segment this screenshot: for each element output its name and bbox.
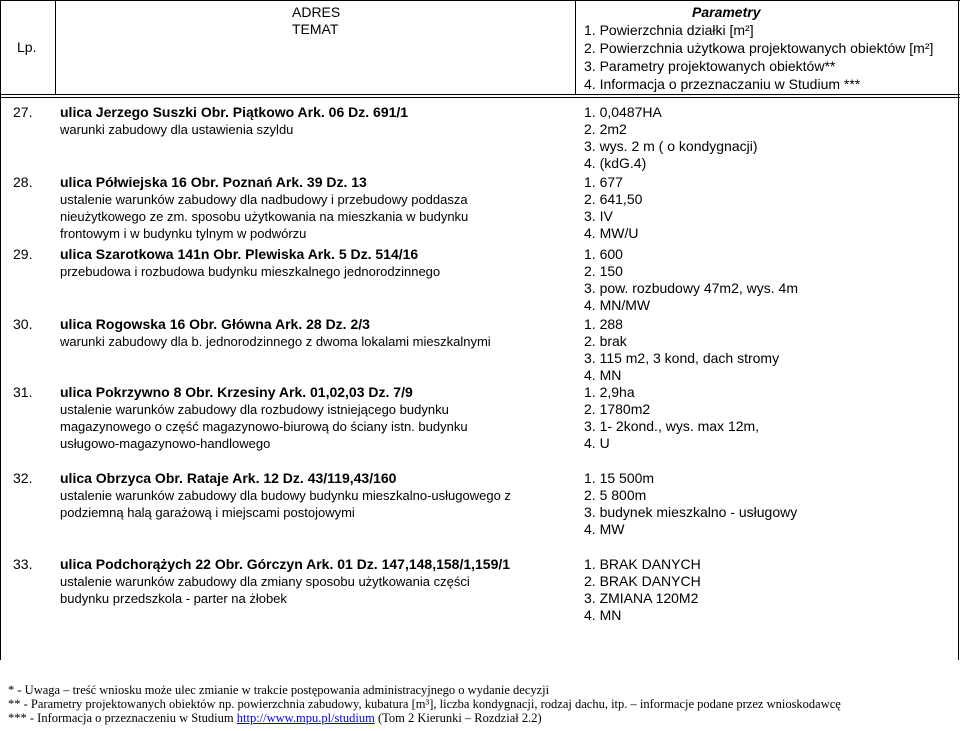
row-param-line: 3. 1- 2kond., wys. max 12m, (584, 418, 760, 434)
row-address: ulica Jerzego Suszki Obr. Piątkowo Ark. 06 Dz. 691/1 (60, 104, 409, 120)
row-param-line: 2. 641,50 (584, 191, 643, 207)
footnote-2: ** - Parametry projektowanych obiektów np. powierzchnia zabudowy, kubatura [m³], liczba kondygnacji, rodzaj dachu, itp. – informacje podane przez wnioskodawcę (8, 697, 841, 711)
row-param-line: 1. 15 500m (584, 470, 655, 486)
row-param-line: 4. MW/U (584, 225, 639, 241)
row-param-line: 1. 0,0487HA (584, 104, 662, 120)
footnote-3 (8, 711, 542, 725)
row-address: ulica Pokrzywno 8 Obr. Krzesiny Ark. 01,02,03 Dz. 7/9 (60, 384, 413, 400)
row-param-line: 1. 677 (584, 174, 623, 190)
row-param-line: 3. IV (584, 208, 613, 224)
row-address: ulica Obrzyca Obr. Rataje Ark. 12 Dz. 43/119,43/160 (60, 470, 397, 486)
parametry-header-line: 3. Parametry projektowanych obiektów** (584, 58, 836, 74)
row-param-line: 3. wys. 2 m ( o kondygnacji) (584, 138, 758, 154)
row-address: ulica Półwiejska 16 Obr. Poznań Ark. 39 Dz. 13 (60, 174, 367, 190)
row-param-line: 3. 115 m2, 3 kond, dach stromy (584, 350, 780, 366)
parametry-header-line: 1. Powierzchnia działki [m²] (584, 22, 754, 38)
footnote-3-suffix: (Tom 2 Kierunki – Rozdział 2.2) (374, 711, 542, 725)
lp-header: Lp. (17, 39, 37, 55)
footnote-3-prefix: *** - Informacja o przeznaczeniu w Studium (8, 711, 237, 725)
parametry-header-line: 4. Informacja o przeznaczaniu w Studium *** (584, 76, 861, 92)
table-left-border (0, 0, 1, 660)
row-number: 33. (13, 556, 33, 572)
row-param-line: 2. 5 800m (584, 487, 647, 503)
row-param-line: 4. MW (584, 521, 625, 537)
row-param-line: 4. (kdG.4) (584, 155, 647, 171)
row-param-line: 2. 1780m2 (584, 401, 651, 417)
row-param-line: 1. 600 (584, 246, 623, 262)
row-param-line: 1. 2,9ha (584, 384, 635, 400)
adres-header: ADRES (292, 4, 341, 20)
row-param-line: 2. BRAK DANYCH (584, 573, 701, 589)
row-number: 30. (13, 316, 33, 332)
row-topic-line: warunki zabudowy dla ustawienia szyldu (60, 122, 294, 137)
row-address: ulica Podchorążych 22 Obr. Górczyn Ark. 01 Dz. 147,148,158/1,159/1 (60, 556, 511, 572)
row-param-line: 1. 288 (584, 316, 623, 332)
row-topic-line: warunki zabudowy dla b. jednorodzinnego z dwoma lokalami mieszkalnymi (60, 334, 491, 349)
row-param-line: 2. 2m2 (584, 121, 627, 137)
row-address: ulica Rogowska 16 Obr. Główna Ark. 28 Dz. 2/3 (60, 316, 370, 332)
header-bottom-border (0, 94, 960, 95)
header-divider-lp (55, 0, 56, 95)
row-param-line: 3. ZMIANA 120M2 (584, 590, 699, 606)
row-number: 32. (13, 470, 33, 486)
row-number: 29. (13, 246, 33, 262)
parametry-header-line: 2. Powierzchnia użytkowa projektowanych obiektów [m²] (584, 40, 934, 56)
row-param-line: 3. pow. rozbudowy 47m2, wys. 4m (584, 280, 798, 296)
row-topic-line: nieużytkowego ze zm. sposobu użytkowania na mieszkania w budynku (60, 209, 469, 224)
row-number: 27. (13, 104, 33, 120)
row-param-line: 2. 150 (584, 263, 623, 279)
header-top-border (0, 0, 960, 1)
row-number: 31. (13, 384, 33, 400)
header-divider-params (575, 0, 576, 95)
header-bottom-border-2 (0, 97, 960, 98)
row-topic-line: frontowym i w budynku tylnym w podwórzu (60, 226, 307, 241)
row-number: 28. (13, 174, 33, 190)
row-topic-line: przebudowa i rozbudowa budynku mieszkalnego jednorodzinnego (60, 264, 441, 279)
row-param-line: 1. BRAK DANYCH (584, 556, 701, 572)
row-topic-line: ustalenie warunków zabudowy dla budowy budynku mieszkalno-usługowego z (60, 488, 511, 503)
row-param-line: 4. MN (584, 367, 622, 383)
row-topic-line: ustalenie warunków zabudowy dla zmiany sposobu użytkowania części (60, 574, 470, 589)
row-param-line: 2. brak (584, 333, 627, 349)
row-topic-line: ustalenie warunków zabudowy dla nadbudowy i przebudowy poddasza (60, 192, 468, 207)
footnote-1: * - Uwaga – treść wniosku może ulec zmianie w trakcie postępowania administracyjnego o wydanie decyzji (8, 683, 550, 697)
row-param-line: 4. MN (584, 607, 622, 623)
row-topic-line: budynku przedszkola - parter na żłobek (60, 591, 287, 606)
row-topic-line: podziemną halą garażową i miejscami postojowymi (60, 505, 355, 520)
row-param-line: 3. budynek mieszkalno - usługowy (584, 504, 798, 520)
row-topic-line: ustalenie warunków zabudowy dla rozbudowy istniejącego budynku (60, 402, 449, 417)
table-right-border (958, 0, 959, 660)
studium-link[interactable]: http://www.mpu.pl/studium (236, 711, 375, 725)
parametry-header: Parametry (692, 4, 761, 20)
row-address: ulica Szarotkowa 141n Obr. Plewiska Ark. 5 Dz. 514/16 (60, 246, 419, 262)
row-topic-line: usługowo-magazynowo-handlowego (60, 436, 271, 451)
temat-header: TEMAT (292, 21, 339, 37)
row-topic-line: magazynowego o część magazynowo-biurową do ściany istn. budynku (60, 419, 468, 434)
row-param-line: 4. U (584, 435, 610, 451)
row-param-line: 4. MN/MW (584, 297, 651, 313)
